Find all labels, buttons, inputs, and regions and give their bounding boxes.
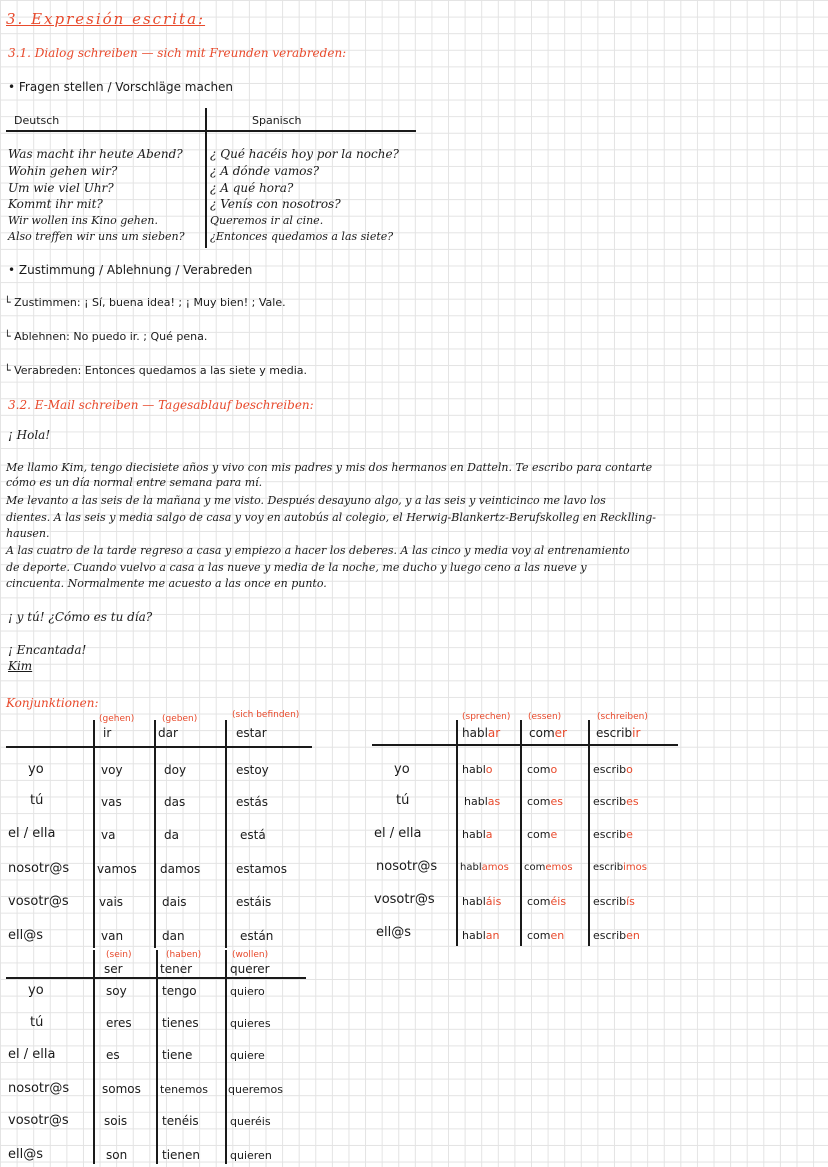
verb-form: estoy bbox=[236, 763, 269, 777]
verb-translation: (sprechen) bbox=[462, 712, 511, 722]
verb-form: vamos bbox=[97, 862, 137, 876]
pronoun: ell@s bbox=[8, 1147, 43, 1162]
verb-form: estáis bbox=[236, 895, 272, 909]
verb-form: vais bbox=[99, 895, 124, 909]
pronoun: nosotr@s bbox=[376, 859, 438, 874]
column-header-deutsch: Deutsch bbox=[14, 114, 60, 127]
verb-form: das bbox=[164, 795, 186, 809]
table-divider bbox=[456, 720, 458, 946]
line-verabreden: └ Verabreden: Entonces quedamos a las siete y media. bbox=[4, 364, 308, 377]
table-divider bbox=[225, 950, 227, 1164]
verb-form: coméis bbox=[527, 895, 567, 908]
table-cell: Wohin gehen wir? bbox=[8, 164, 118, 178]
table-rule bbox=[372, 744, 678, 746]
verb-form: van bbox=[101, 929, 124, 943]
pronoun: vosotr@s bbox=[8, 894, 69, 909]
verb-form: queréis bbox=[230, 1115, 271, 1128]
verb-form: está bbox=[240, 828, 266, 842]
verb-form: tiene bbox=[162, 1048, 193, 1062]
pronoun: ell@s bbox=[8, 928, 43, 943]
verb-form: tienen bbox=[162, 1148, 201, 1162]
verb-form: hablamos bbox=[460, 862, 509, 873]
pronoun: el / ella bbox=[374, 826, 422, 841]
verb-infinitive: comer bbox=[529, 726, 567, 740]
verb-form: quiere bbox=[230, 1049, 265, 1062]
verb-translation: (wollen) bbox=[232, 950, 269, 960]
verb-form: va bbox=[101, 828, 116, 842]
table-divider bbox=[225, 720, 227, 948]
line-zustimmen: └ Zustimmen: ¡ Sí, buena idea! ; ¡ Muy bien! ; Vale. bbox=[4, 296, 286, 309]
verb-infinitive: hablar bbox=[462, 726, 501, 740]
verb-form: habla bbox=[462, 828, 493, 841]
verb-form: escribo bbox=[593, 763, 633, 776]
verb-form: doy bbox=[164, 763, 187, 777]
verb-form: son bbox=[106, 1148, 128, 1162]
table-divider bbox=[93, 950, 95, 1164]
email-line: de deporte. Cuando vuelvo a casa a las nueve y media de la noche, me ducho y luego ceno a las nueve y bbox=[6, 561, 587, 574]
verb-form: voy bbox=[101, 763, 123, 777]
verb-form: comes bbox=[527, 795, 563, 808]
table-divider bbox=[520, 720, 522, 946]
verb-form: tenéis bbox=[162, 1114, 199, 1128]
table-cell: ¿ Qué hacéis hoy por la noche? bbox=[210, 147, 399, 161]
pronoun: vosotr@s bbox=[8, 1113, 69, 1128]
verb-form: habláis bbox=[462, 895, 502, 908]
table-divider bbox=[588, 720, 590, 946]
table-divider bbox=[154, 720, 156, 948]
verb-infinitive: querer bbox=[230, 962, 270, 976]
verb-infinitive: estar bbox=[236, 726, 267, 740]
page-title: 3. Expresión escrita: bbox=[6, 10, 206, 28]
pronoun: tú bbox=[396, 793, 410, 808]
table-cell: ¿ A qué hora? bbox=[210, 181, 294, 195]
line-ablehnen: └ Ablehnen: No puedo ir. ; Qué pena. bbox=[4, 330, 208, 343]
table-divider bbox=[205, 108, 207, 248]
verb-form: quieren bbox=[230, 1149, 272, 1162]
pronoun: tú bbox=[30, 793, 44, 808]
verb-form: somos bbox=[102, 1082, 141, 1096]
verb-form: sois bbox=[104, 1114, 128, 1128]
email-line: cincuenta. Normalmente me acuesto a las once en punto. bbox=[6, 577, 327, 590]
email-signature: Kim bbox=[8, 659, 33, 673]
email-line: cómo es un día normal entre semana para mí. bbox=[6, 476, 263, 489]
table-rule bbox=[6, 746, 312, 748]
table-cell: ¿ A dónde vamos? bbox=[210, 164, 320, 178]
pronoun: el / ella bbox=[8, 826, 56, 841]
table-cell: Was macht ihr heute Abend? bbox=[8, 147, 183, 161]
verb-form: están bbox=[240, 929, 274, 943]
pronoun: ell@s bbox=[376, 925, 411, 940]
section-heading-dialog: 3.1. Dialog schreiben — sich mit Freunden verabreden: bbox=[8, 46, 347, 60]
table-divider bbox=[93, 720, 95, 948]
verb-translation: (geben) bbox=[162, 714, 198, 724]
verb-form: escribes bbox=[593, 795, 639, 808]
email-line: dientes. A las seis y media salgo de casa y voy en autobús al colegio, el Herwig-Blankertz-Berufskolleg en Recklling- bbox=[6, 511, 656, 524]
verb-infinitive: ir bbox=[103, 726, 112, 740]
verb-form: tienes bbox=[162, 1016, 199, 1030]
email-question: ¡ y tú! ¿Cómo es tu día? bbox=[8, 610, 153, 624]
verb-form: hablas bbox=[464, 795, 501, 808]
verb-form: escribís bbox=[593, 895, 635, 908]
verb-form: quiero bbox=[230, 985, 265, 998]
verb-form: escriben bbox=[593, 929, 640, 942]
email-line: Me llamo Kim, tengo diecisiete años y vivo con mis padres y mis dos hermanos en Datteln. Te escribo para contarte bbox=[6, 461, 653, 474]
email-line: hausen. bbox=[6, 527, 50, 540]
table-divider bbox=[156, 950, 158, 1164]
verb-form: comen bbox=[527, 929, 565, 942]
verb-form: escribe bbox=[593, 828, 633, 841]
verb-form: estás bbox=[236, 795, 268, 809]
column-header-spanisch: Spanisch bbox=[252, 114, 302, 127]
verb-form: tengo bbox=[162, 984, 197, 998]
verb-form: quieres bbox=[230, 1017, 271, 1030]
pronoun: nosotr@s bbox=[8, 861, 70, 876]
verb-infinitive: tener bbox=[160, 962, 193, 976]
verb-form: hablan bbox=[462, 929, 500, 942]
table-cell: Um wie viel Uhr? bbox=[8, 181, 114, 195]
table-header-rule bbox=[6, 130, 416, 132]
verb-translation: (haben) bbox=[166, 950, 202, 960]
email-line: Me levanto a las seis de la mañana y me visto. Después desayuno algo, y a las seis y veinticinco me lavo los bbox=[6, 494, 606, 507]
pronoun: vosotr@s bbox=[374, 892, 435, 907]
pronoun: tú bbox=[30, 1015, 44, 1030]
section-heading-email: 3.2. E-Mail schreiben — Tagesablauf beschreiben: bbox=[8, 398, 314, 412]
pronoun: yo bbox=[28, 762, 44, 777]
verb-form: es bbox=[106, 1048, 120, 1062]
verb-form: da bbox=[164, 828, 179, 842]
verb-infinitive: escribir bbox=[596, 726, 641, 740]
verb-translation: (sein) bbox=[106, 950, 132, 960]
pronoun: yo bbox=[28, 983, 44, 998]
bullet-agreement: • Zustimmung / Ablehnung / Verabreden bbox=[8, 263, 253, 277]
verb-form: tenemos bbox=[160, 1083, 208, 1096]
verb-translation: (essen) bbox=[528, 712, 562, 722]
verb-translation: (schreiben) bbox=[597, 712, 648, 722]
verb-form: soy bbox=[106, 984, 127, 998]
table-cell: Wir wollen ins Kino gehen. bbox=[8, 214, 158, 227]
table-cell: ¿Entonces quedamos a las siete? bbox=[210, 230, 394, 243]
pronoun: nosotr@s bbox=[8, 1081, 70, 1096]
verb-form: hablo bbox=[462, 763, 493, 776]
bullet-questions: • Fragen stellen / Vorschläge machen bbox=[8, 80, 234, 94]
verb-form: eres bbox=[106, 1016, 132, 1030]
verb-form: estamos bbox=[236, 862, 287, 876]
verb-form: comemos bbox=[524, 862, 573, 873]
verb-form: dan bbox=[162, 929, 185, 943]
verb-infinitive: ser bbox=[104, 962, 123, 976]
table-cell: Queremos ir al cine. bbox=[210, 214, 324, 227]
verb-form: vas bbox=[101, 795, 122, 809]
verb-form: dais bbox=[162, 895, 187, 909]
table-cell: Kommt ihr mit? bbox=[8, 197, 103, 211]
verb-form: escribimos bbox=[593, 862, 647, 873]
verb-infinitive: dar bbox=[158, 726, 178, 740]
verb-translation: (gehen) bbox=[99, 714, 135, 724]
verb-form: como bbox=[527, 763, 558, 776]
pronoun: el / ella bbox=[8, 1047, 56, 1062]
table-cell: ¿ Venís con nosotros? bbox=[210, 197, 341, 211]
email-greeting: ¡ Hola! bbox=[8, 428, 51, 442]
verb-form: queremos bbox=[228, 1083, 283, 1096]
verb-translation: (sich befinden) bbox=[232, 710, 300, 720]
email-line: A las cuatro de la tarde regreso a casa y empiezo a hacer los deberes. A las cinco y media voy al entrenamiento bbox=[6, 544, 630, 557]
table-cell: Also treffen wir uns um sieben? bbox=[8, 230, 185, 243]
verb-form: damos bbox=[160, 862, 201, 876]
email-closing: ¡ Encantada! bbox=[8, 643, 87, 657]
pronoun: yo bbox=[394, 762, 410, 777]
verb-form: come bbox=[527, 828, 558, 841]
conjugation-heading: Konjunktionen: bbox=[6, 696, 99, 710]
